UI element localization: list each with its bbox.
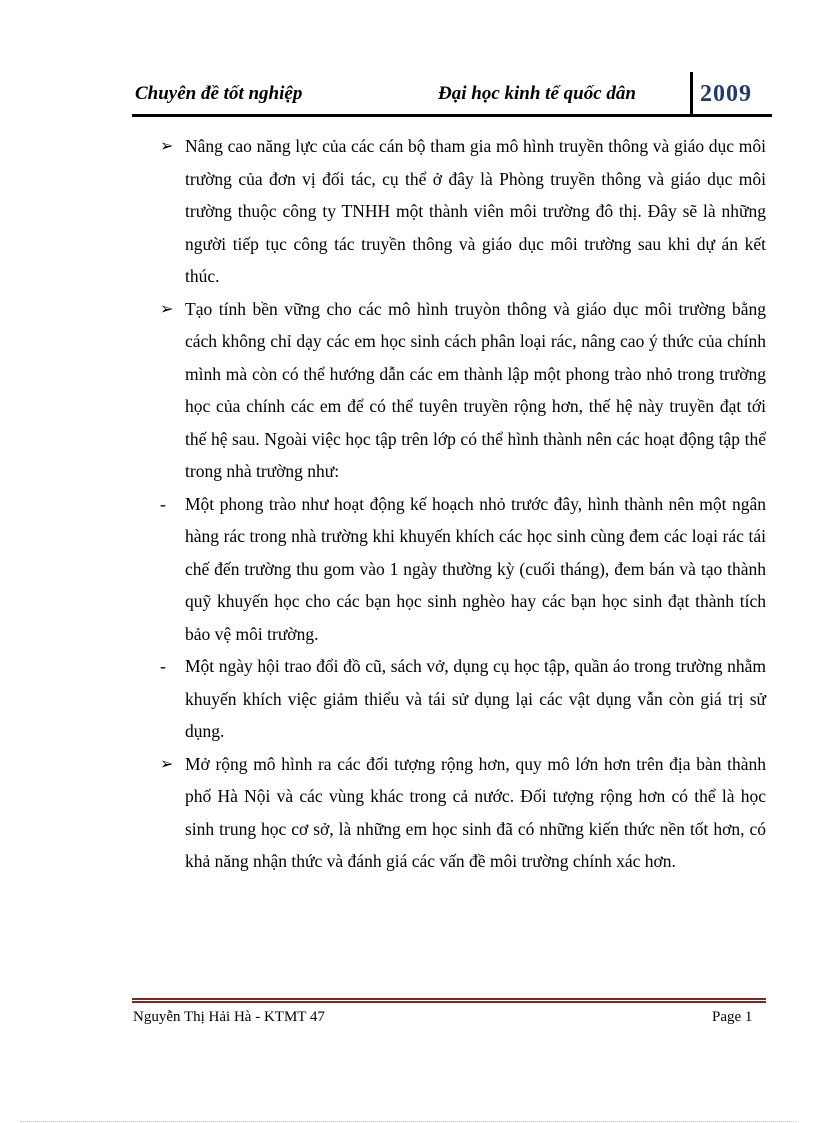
document-title: Chuyên đề tốt nghiệp xyxy=(135,83,303,104)
dash-bullet-icon: - xyxy=(160,656,166,676)
header-rule xyxy=(132,114,772,117)
list-item-text: Mở rộng mô hình ra các đối tượng rộng hơn, quy mô lớn hơn trên địa bàn thành phố Hà Nội và các vùng khác trong cả nước. Đối tượng rộng hơn có thể là học sinh trung học cơ sở, là những em học sinh đã có những kiến thức nền tốt hơn, có khả năng nhận thức và đánh giá các vấn đề môi trường chính xác hơn. xyxy=(185,753,766,871)
page-number: Page 1 xyxy=(712,1009,753,1025)
list-item xyxy=(160,130,766,293)
list-item xyxy=(160,748,766,878)
list-item xyxy=(160,650,766,748)
footer-author: Nguyễn Thị Hải Hà - KTMT 47 xyxy=(133,1009,325,1025)
university-name: Đại học kinh tế quốc dân xyxy=(438,83,636,104)
list-item-text: Tạo tính bền vững cho các mô hình truyòn thông và giáo dục môi trường bằng cách không chỉ dạy các em học sinh cách phân loại rác, nâng cao ý thức của chính mình mà còn có thể hướng dẫn các em thành lập một phong trào nhỏ trong trường học của chính các em để có thể tuyên truyền rộng hơn, thế hệ này truyền đạt tới thế hệ sau. Ngoài việc học tập trên lớp có thể hình thành nên các hoạt động tập thể trong nhà trường như: xyxy=(185,298,766,481)
header-year: 2009 xyxy=(700,81,752,107)
list-item xyxy=(160,488,766,651)
arrow-bullet-icon: ➢ xyxy=(160,298,174,318)
arrow-bullet-icon: ➢ xyxy=(160,136,174,155)
list-item-text: Nâng cao năng lực của các cán bộ tham gia mô hình truyền thông và giáo dục môi trường của đơn vị đối tác, cụ thể ở đây là Phòng truyền thông và giáo dục môi trường thuộc công ty TNHH một thành viên môi trường đô thị. Đây sẽ là những người tiếp tục công tác truyền thông và giáo dục môi trường sau khi dự án kết thúc. xyxy=(185,136,766,286)
page-header xyxy=(132,72,772,126)
list-item xyxy=(160,293,766,488)
dash-bullet-icon: - xyxy=(160,493,166,514)
footer-rule xyxy=(132,998,766,1003)
arrow-bullet-icon: ➢ xyxy=(160,753,174,773)
page-bottom-border xyxy=(20,1121,796,1122)
body-content xyxy=(160,130,766,878)
header-divider xyxy=(690,72,693,114)
list-item-text: Một phong trào như hoạt động kế hoạch nhỏ trước đây, hình thành nên một ngân hàng rác trong nhà trường khi khuyến khích các học sinh cùng đem các loại rác tái chế đến trường thu gom vào 1 ngày thường kỳ (cuối tháng), đem bán và tạo thành quỹ khuyến học cho các bạn học sinh nghèo hay các bạn học sinh đạt thành tích bảo vệ môi trường. xyxy=(185,493,766,644)
list-item-text: Một ngày hội trao đổi đồ cũ, sách vở, dụng cụ học tập, quần áo trong trường nhằm khuyến khích việc giảm thiểu và tái sử dụng lại các vật dụng vẫn còn giá trị sử dụng. xyxy=(185,656,766,741)
